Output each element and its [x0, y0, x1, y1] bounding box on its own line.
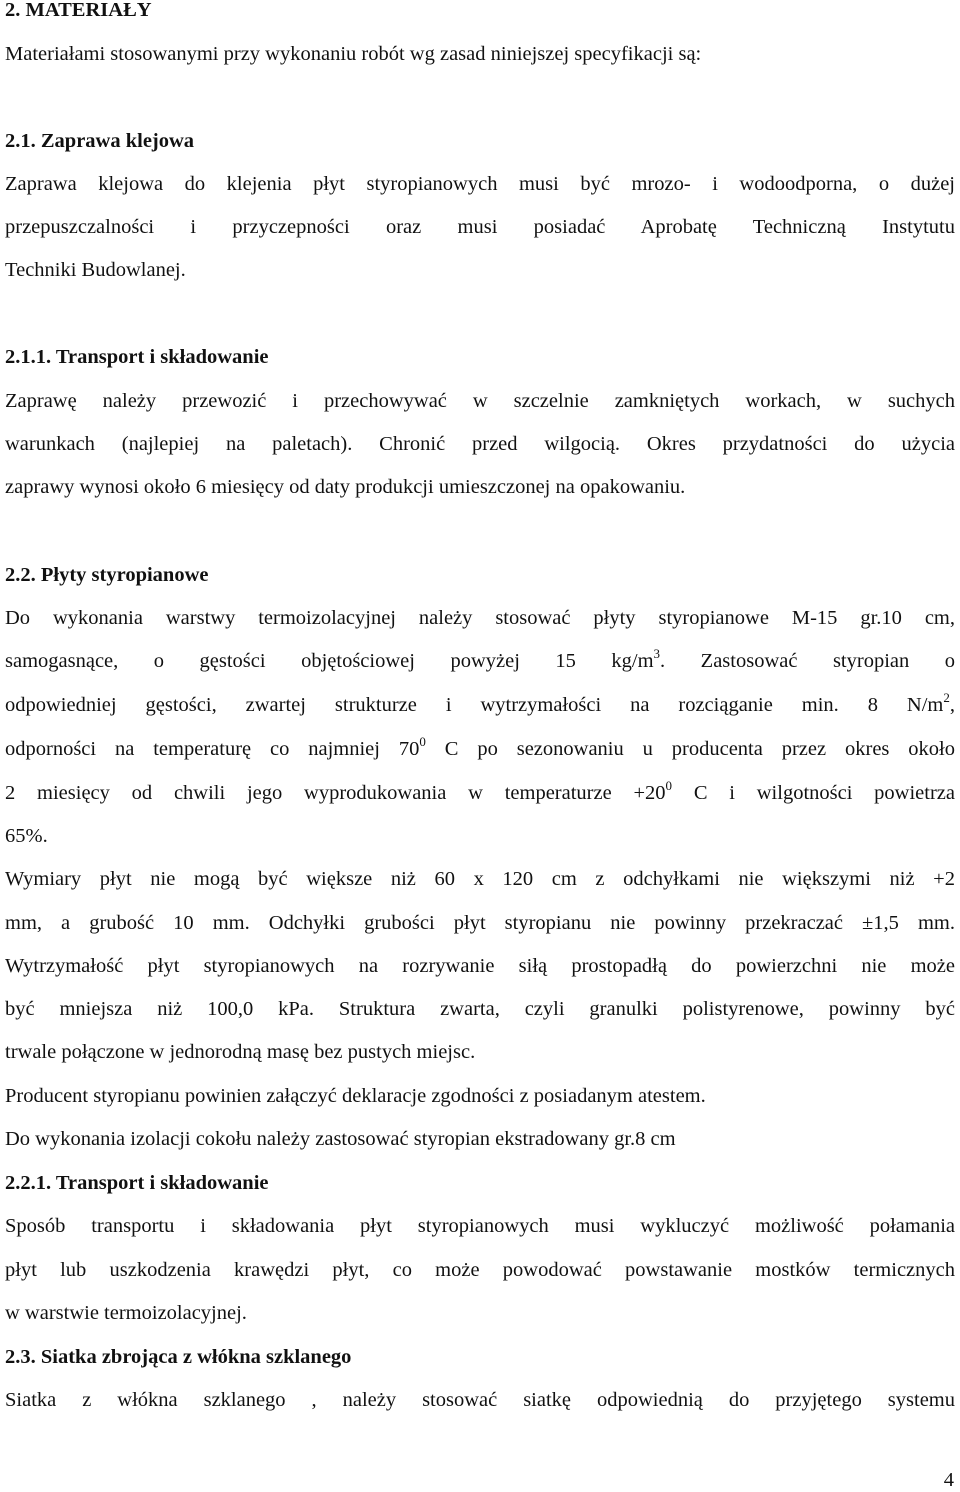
section-title: 2. MATERIAŁY — [5, 0, 152, 21]
superscript: 0 — [665, 778, 673, 793]
paragraph-line: mm, a grubość 10 mm. Odchyłki grubości płyt styropianu nie powinny przekraczać ±1,5 mm. — [5, 912, 955, 934]
superscript: 0 — [419, 734, 426, 749]
intro-paragraph: Materiałami stosowanymi przy wykonaniu robót wg zasad niniejszej specyfikacji są: — [5, 43, 702, 65]
paragraph-line: Zaprawę należy przewozić i przechowywać w szczelnie zamkniętych workach, w suchych — [5, 390, 955, 412]
page-number: 4 — [943, 1469, 954, 1491]
paragraph-line: Producent styropianu powinien załączyć deklaracje zgodności z posiadanym atestem. — [5, 1085, 706, 1107]
heading-2-2: 2.2. Płyty styropianowe — [5, 564, 209, 586]
heading-2-1: 2.1. Zaprawa klejowa — [5, 130, 195, 152]
paragraph-line: być mniejsza niż 100,0 kPa. Struktura zwarta, czyli granulki polistyrenowe, powinny być — [5, 998, 955, 1020]
paragraph-line: odporności na temperaturę co najmniej $70^0$ C po sezonowaniu u producenta przez okres około — [5, 734, 955, 760]
paragraph-line: Wymiary płyt nie mogą być większe niż 60 x 120 cm z odchyłkami nie większymi niż +2 — [5, 868, 955, 890]
heading-2-3: 2.3. Siatka zbrojąca z włókna szklanego — [5, 1346, 352, 1368]
paragraph-line: 65%. — [5, 825, 48, 847]
paragraph-line: Siatka z włókna szklanego , należy stosować siatkę odpowiednią do przyjętego systemu — [5, 1389, 955, 1411]
paragraph-line: Sposób transportu i składowania płyt styropianowych musi wykluczyć możliwość połamania — [5, 1215, 955, 1237]
paragraph-line: odpowiedniej gęstości, zwartej strukturze i wytrzymałości na rozciąganie min. 8 $N/m^2$, — [5, 690, 955, 716]
superscript: 2 — [943, 690, 950, 705]
paragraph-line: w warstwie termoizolacyjnej. — [5, 1302, 247, 1324]
paragraph-line: Zaprawa klejowa do klejenia płyt styropianowych musi być mrozo- i wodoodporna, o dużej — [5, 173, 955, 195]
paragraph-line: warunkach (najlepiej na paletach). Chronić przed wilgocią. Okres przydatności do użycia — [5, 433, 955, 455]
paragraph-line: samogasnące, o gęstości objętościowej powyżej 15 $kg/m^3$. Zastosować styropian o — [5, 646, 956, 672]
paragraph-line: Techniki Budowlanej. — [5, 259, 186, 281]
paragraph-line: przepuszczalności i przyczepności oraz musi posiadać Aprobatę Techniczną Instytutu — [5, 216, 955, 238]
paragraph-line: płyt lub uszkodzenia krawędzi płyt, co może powodować powstawanie mostków termicznych — [5, 1259, 955, 1281]
paragraph-line: 2 miesięcy od chwili jego wyprodukowania w temperaturze $+20^0$ C i wilgotności powietrza — [5, 778, 956, 804]
superscript: 3 — [653, 646, 661, 661]
paragraph-line: Do wykonania warstwy termoizolacyjnej należy stosować płyty styropianowe M-15 gr.10 cm, — [5, 607, 955, 629]
paragraph-line: Wytrzymałość płyt styropianowych na rozrywanie siłą prostopadłą do powierzchni nie może — [5, 955, 955, 977]
paragraph-line: trwale połączone w jednorodną masę bez pustych miejsc. — [5, 1041, 476, 1063]
heading-2-2-1: 2.2.1. Transport i składowanie — [5, 1172, 269, 1194]
paragraph-line: Do wykonania izolacji cokołu należy zastosować styropian ekstradowany gr.8 cm — [5, 1128, 676, 1150]
paragraph-line: zaprawy wynosi około 6 miesięcy od daty produkcji umieszczonej na opakowaniu. — [5, 476, 686, 498]
heading-2-1-1: 2.1.1. Transport i składowanie — [5, 346, 269, 368]
